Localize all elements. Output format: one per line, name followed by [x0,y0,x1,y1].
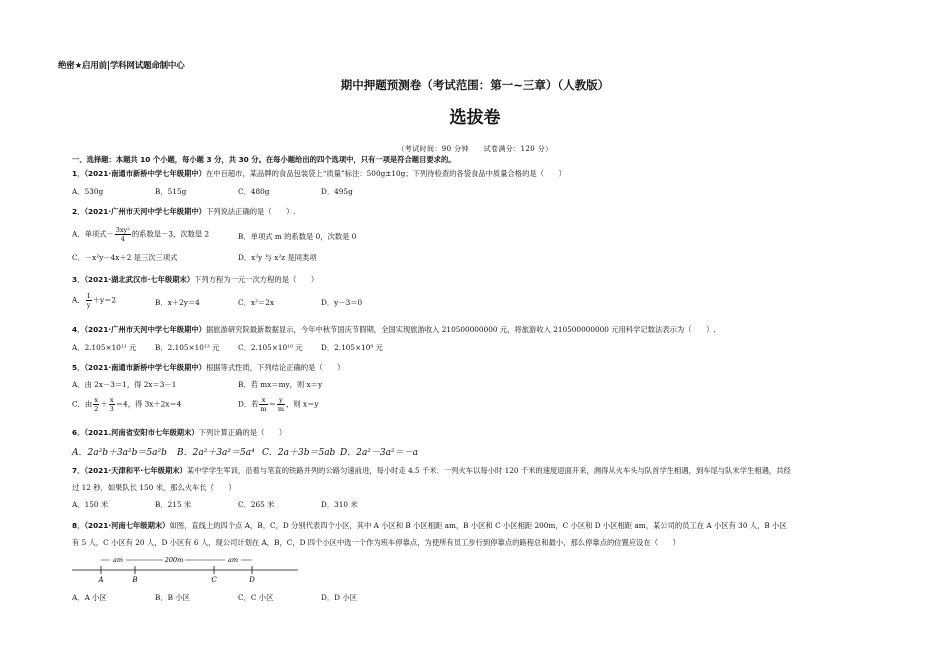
q5-c-frac-2 [109,396,115,413]
q3-option-a [72,292,116,309]
q5-stem: 根据等式性质，下列结论正确的是（ ） [205,363,345,372]
q8-seg3-label: am [227,556,239,564]
q6-option-c: C．2a＋3b＝5ab [262,448,336,458]
q5-source: （2021·南通市新桥中学七年级期中） [84,363,206,372]
question-1 [72,168,566,180]
q4-option-b: B．2.105×10¹² 元 [155,343,220,352]
exam-subtitle: 选拔卷 [449,108,501,128]
q4-stem: 据旅游研究院最新数据显示，今年中秋节国庆节假期，全国实现旅游收入 210500000000 元，将旅游收入 210500000000 元用科学记数法表示为（ ）. [205,325,716,334]
q1-option-d: D．495g [321,187,353,196]
q8-number: 8． [72,521,85,530]
q1-source: （2021·南通市新桥中学七年级期中） [84,169,206,178]
q7-option-d: D．310 米 [321,500,358,509]
q3-source: （2021·湖北武汉市·七年级期末） [84,275,195,284]
q5-c-frac-1-den: 2 [94,405,99,413]
q8-figure [72,552,302,584]
q2-source: （2021·广州市天河中学七年级期中） [84,207,206,216]
q2-number: 2． [72,207,85,216]
q1-number: 1． [72,169,85,178]
q4-option-d: D．2.105×10⁹ 元 [321,343,383,352]
q7-option-b: B．215 米 [155,500,192,509]
q8-point-d: D [249,576,255,584]
q6-option-d: D．2a²－3a²＝－a [340,448,418,458]
q6-option-b: B．2a²＋3a²＝5a⁴ [177,448,255,458]
question-4 [72,324,716,336]
q5-option-d [238,396,319,413]
q5-d-frac-1 [259,396,267,413]
q2-option-a-prefix: A．单项式－ [72,229,114,239]
q3-option-a-suffix: ＋y＝2 [92,295,117,305]
q2-frac-den: 4 [120,235,125,243]
q1-stem: 在中百超市，某品牌的食品包装袋上“质量”标注：500g±10g；下列待检查的各袋食品中质量合格的是（ ） [205,169,566,178]
q5-d-eq: ＝ [268,399,276,409]
q5-option-c [72,396,181,413]
q7-stem-line2: 过 12 秒．如果队长 150 米，那么火车长（ ） [72,483,236,492]
q5-option-d-prefix: D．若 [238,399,259,409]
q3-option-c: C．x²＝2x [238,298,274,307]
q8-source: （2021·河南七年级期末） [84,521,170,530]
question-2 [72,206,296,218]
q3-option-a-fraction [86,292,92,309]
question-6 [72,427,286,439]
q3-option-d: D．y－3＝0 [321,298,363,307]
q3-frac-num: 1 [86,292,91,300]
question-3 [72,274,318,286]
q5-c-frac-2-den: 3 [109,405,114,413]
q2-option-a [72,226,209,243]
q5-d-frac-2-den: m [277,405,285,413]
q1-option-b: B．515g [155,187,187,196]
q4-option-a: A．2.105×10¹¹ 元 [72,343,137,352]
question-5 [72,362,345,374]
q6-source: （2021.河南省安阳市七年级期末） [84,428,199,437]
q8-option-b: B．B 小区 [155,593,190,602]
exam-title: 期中押题预测卷（考试范围：第一~三章）（人教版） [340,78,610,92]
q6-number: 6． [72,428,85,437]
q2-option-a-fraction [115,226,131,243]
q5-c-frac-1-num: x [94,396,99,404]
q4-option-c: C．2.105×10¹⁰ 元 [238,343,303,352]
q5-number: 5． [72,363,85,372]
q5-c-plus: ＋ [100,399,108,409]
question-7-line1 [72,465,791,477]
q8-option-c: C．C 小区 [238,593,274,602]
q8-stem-line2: 有 5 人，C 小区有 20 人，D 小区有 6 人，现公司计划在 A，B，C，D 四个小区中选一个作为班车停靠点，为使所有员工步行到停靠点的路程总和最小，那么停靠点的位置应设在（ ） [72,538,680,547]
q2-option-a-suffix: 的系数是－3，次数是 2 [131,229,210,239]
q8-option-a: A．A 小区 [72,593,107,602]
q8-stem-line1: 如图，直线上的四个点 A，B，C，D 分别代表四个小区，其中 A 小区和 B 小区相距 am，B 小区和 C 小区相距 200m，C 小区和 D 小区相距 am，某公司的员工在 A 小区有 30 人，B 小区 [169,521,787,530]
q7-source: （2021·天津和平·七年级期末） [84,466,187,475]
q5-option-c-prefix: C．由 [72,399,93,409]
exam-time: （考试时间：90 分钟 [397,145,469,153]
q5-c-frac-1 [93,396,99,413]
q3-option-a-prefix: A． [72,295,85,305]
q4-number: 4． [72,325,85,334]
q3-option-b: B．x＋2y＝4 [155,298,200,307]
q6-option-a: A．2a²b＋3a²b＝5a²b [72,448,167,458]
q4-source: （2021·广州市天河中学七年级期中） [84,325,206,334]
q3-number: 3． [72,275,85,284]
q5-d-frac-1-num: x [259,396,267,405]
q5-d-frac-2-num: y [277,396,285,405]
q8-point-a: A [98,576,104,584]
question-8-line1 [72,520,787,532]
exam-info [0,144,950,154]
q2-option-c: C．－x²y－4x＋2 是三次三项式 [72,253,178,262]
q8-seg2-label: 200m [164,556,184,564]
q5-d-frac-1-den: m [260,405,267,413]
q3-stem: 下列方程为一元一次方程的是（ ） [194,275,319,284]
q7-stem-line1: 某中学学生军训，沿着与笔直的铁路并列的公路匀速前进，每小时走 4.5 千米．一列火车以每小时 120 千米的速度迎面开来，测得从火车头与队首学生相遇，到车尾与队末学生相遇，共经 [186,466,791,475]
q5-c-frac-2-num: x [109,396,114,404]
q8-point-c: C [211,576,217,584]
q7-number: 7． [72,466,85,475]
q2-option-b: B．单项式 m 的系数是 0，次数是 0 [238,232,357,241]
q5-option-b: B．若 mx＝my，则 x＝y [238,380,323,389]
q1-option-c: C．480g [238,187,270,196]
q7-option-a: A．150 米 [72,500,109,509]
q8-option-d: D．D 小区 [321,593,357,602]
q5-option-a: A．由 2x－3＝1，得 2x＝3－1 [72,380,177,389]
q5-d-frac-2 [277,396,285,413]
exam-score: 试卷满分：120 分） [483,145,553,153]
q2-stem: 下列说法正确的是（ ）. [205,207,296,216]
q2-option-d: D．x²y 与 x²z 是同类项 [238,253,317,262]
q2-frac-num: 3xy² [115,226,130,234]
q6-stem: 下列计算正确的是（ ） [198,428,287,437]
q3-frac-den: y [86,301,91,309]
q5-option-c-suffix: ＝4，得 3x＋2x＝4 [115,399,182,409]
section-instructions: 一、选择题：本题共 10 个小题，每小题 3 分，共 30 分。在每小题给出的四个选项中，只有一项是符合题目要求的。 [72,155,456,164]
secret-label: 绝密★启用前|学科网试题命制中心 [58,61,185,71]
q7-option-c: C．265 米 [238,500,275,509]
q1-option-a: A．530g [72,187,104,196]
q8-seg1-label: am [112,556,124,564]
q8-point-b: B [132,576,138,584]
q5-option-d-suffix: ，则 x＝y [286,399,319,409]
